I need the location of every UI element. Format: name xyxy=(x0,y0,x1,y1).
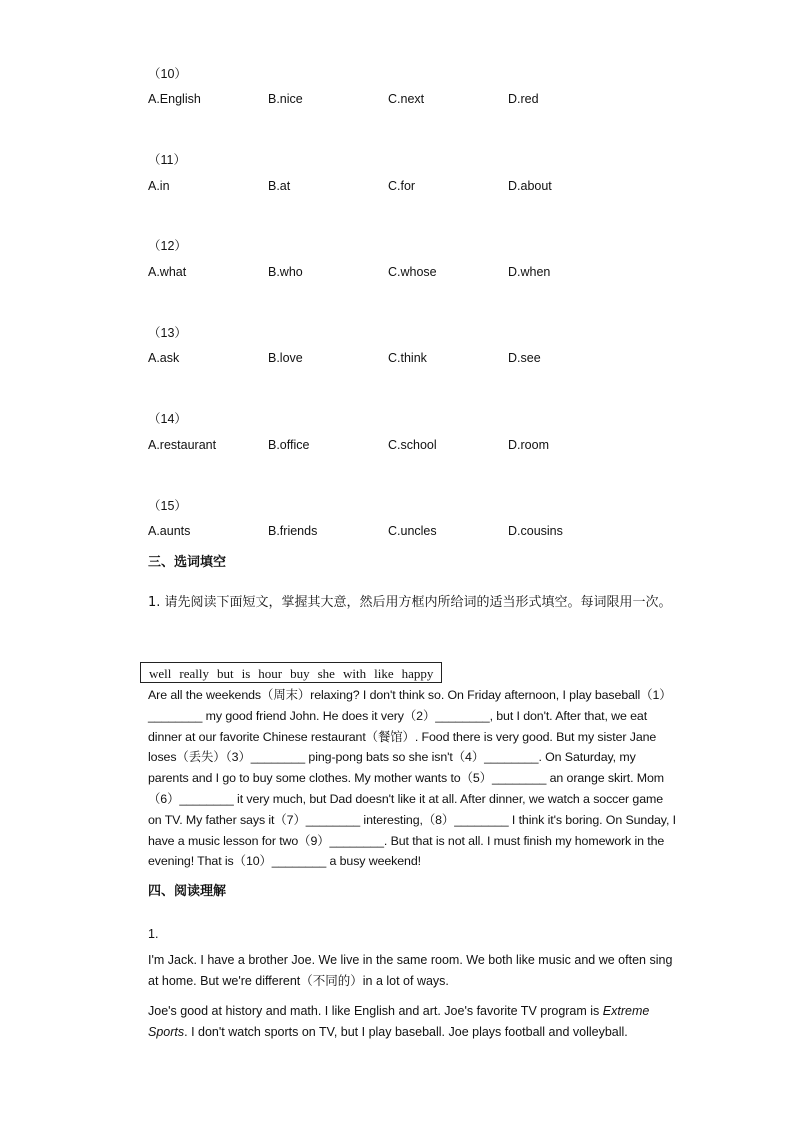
program-title: Extreme Sports xyxy=(148,1004,650,1039)
word-bank-item: buy xyxy=(290,666,310,681)
reading-paragraph-2: Joe's good at history and math. I like English and art. Joe's favorite TV program is Extreme Sports. I don't watch sports on TV, but I play baseball. Joe plays football and volleyball. xyxy=(148,1004,650,1039)
option-b: B.friends xyxy=(268,524,318,538)
word-bank-item: hour xyxy=(258,666,283,681)
option-a: A.English xyxy=(148,92,201,106)
option-b: B.who xyxy=(268,265,303,279)
word-bank-item: happy xyxy=(401,666,434,681)
option-d: D.about xyxy=(508,179,552,193)
option-a: A.in xyxy=(148,179,170,193)
word-bank-item: she xyxy=(317,666,335,681)
section-3-title: 三、选词填空 xyxy=(148,555,227,570)
word-bank-box xyxy=(140,662,442,683)
reading-passage xyxy=(148,950,676,1052)
word-bank-item: but xyxy=(216,666,234,681)
question-number: （14） xyxy=(148,412,187,426)
question-number: （12） xyxy=(148,239,187,253)
word-bank-item: with xyxy=(342,666,367,681)
word-bank-item: well xyxy=(149,666,172,681)
word-bank-item: like xyxy=(374,666,394,681)
option-b: B.office xyxy=(268,438,310,452)
option-a: A.ask xyxy=(148,351,180,365)
question-number: （10） xyxy=(148,67,187,81)
option-a: A.what xyxy=(148,265,187,279)
option-d: D.cousins xyxy=(508,524,563,538)
word-bank-item: really xyxy=(179,666,209,681)
section-4-title: 四、阅读理解 xyxy=(148,884,227,899)
question-number: （15） xyxy=(148,499,187,513)
option-c: C.for xyxy=(388,179,416,193)
option-c: C.school xyxy=(388,438,437,452)
question-number: （13） xyxy=(148,326,187,340)
option-c: C.think xyxy=(388,351,427,365)
option-a: A.restaurant xyxy=(148,438,217,452)
section-3-instruction: 1. 请先阅读下面短文，掌握其大意，然后用方框内所给词的适当形式填空。每词限用一次。 xyxy=(148,595,672,610)
question-number: （11） xyxy=(148,153,186,167)
word-bank-item: is xyxy=(241,666,251,681)
option-d: D.room xyxy=(508,438,549,452)
cloze-passage: Are all the weekends（周末）relaxing? I don't think so. On Friday afternoon, I play baseball（1）________ my good friend John. He does it very（2）________, but I don't. After that, we eat dinner at our favorite Chinese restaurant（餐馆）. Food there is very good. But my sister Jane loses（丢失）（3）________ ping-pong bats so she isn't（4）________. On Saturday, my parents and I go to buy some clothes. My mother wants to（5）________ an orange skirt. Mom（6）________ it very much, but Dad doesn't like it at all. After dinner, we watch a soccer game on TV. My father says it（7）________ interesting,（8）________ I think it's boring. On Sunday, I have a music lesson for two（9）________. But that is not all. I must finish my homework in the evening! That is（10）________ a busy weekend! xyxy=(148,688,677,869)
reading-paragraph-1: I'm Jack. I have a brother Joe. We live in the same room. We both like music and we often sing at home. But we're different（不同的）in a lot of ways. xyxy=(148,953,673,988)
option-b: B.at xyxy=(268,179,291,193)
option-d: D.red xyxy=(508,92,539,106)
option-c: C.next xyxy=(388,92,425,106)
option-d: D.see xyxy=(508,351,541,365)
option-b: B.love xyxy=(268,351,303,365)
option-c: C.whose xyxy=(388,265,437,279)
option-c: C.uncles xyxy=(388,524,437,538)
option-b: B.nice xyxy=(268,92,303,106)
option-a: A.aunts xyxy=(148,524,191,538)
question-number: 1. xyxy=(148,927,159,941)
option-d: D.when xyxy=(508,265,551,279)
